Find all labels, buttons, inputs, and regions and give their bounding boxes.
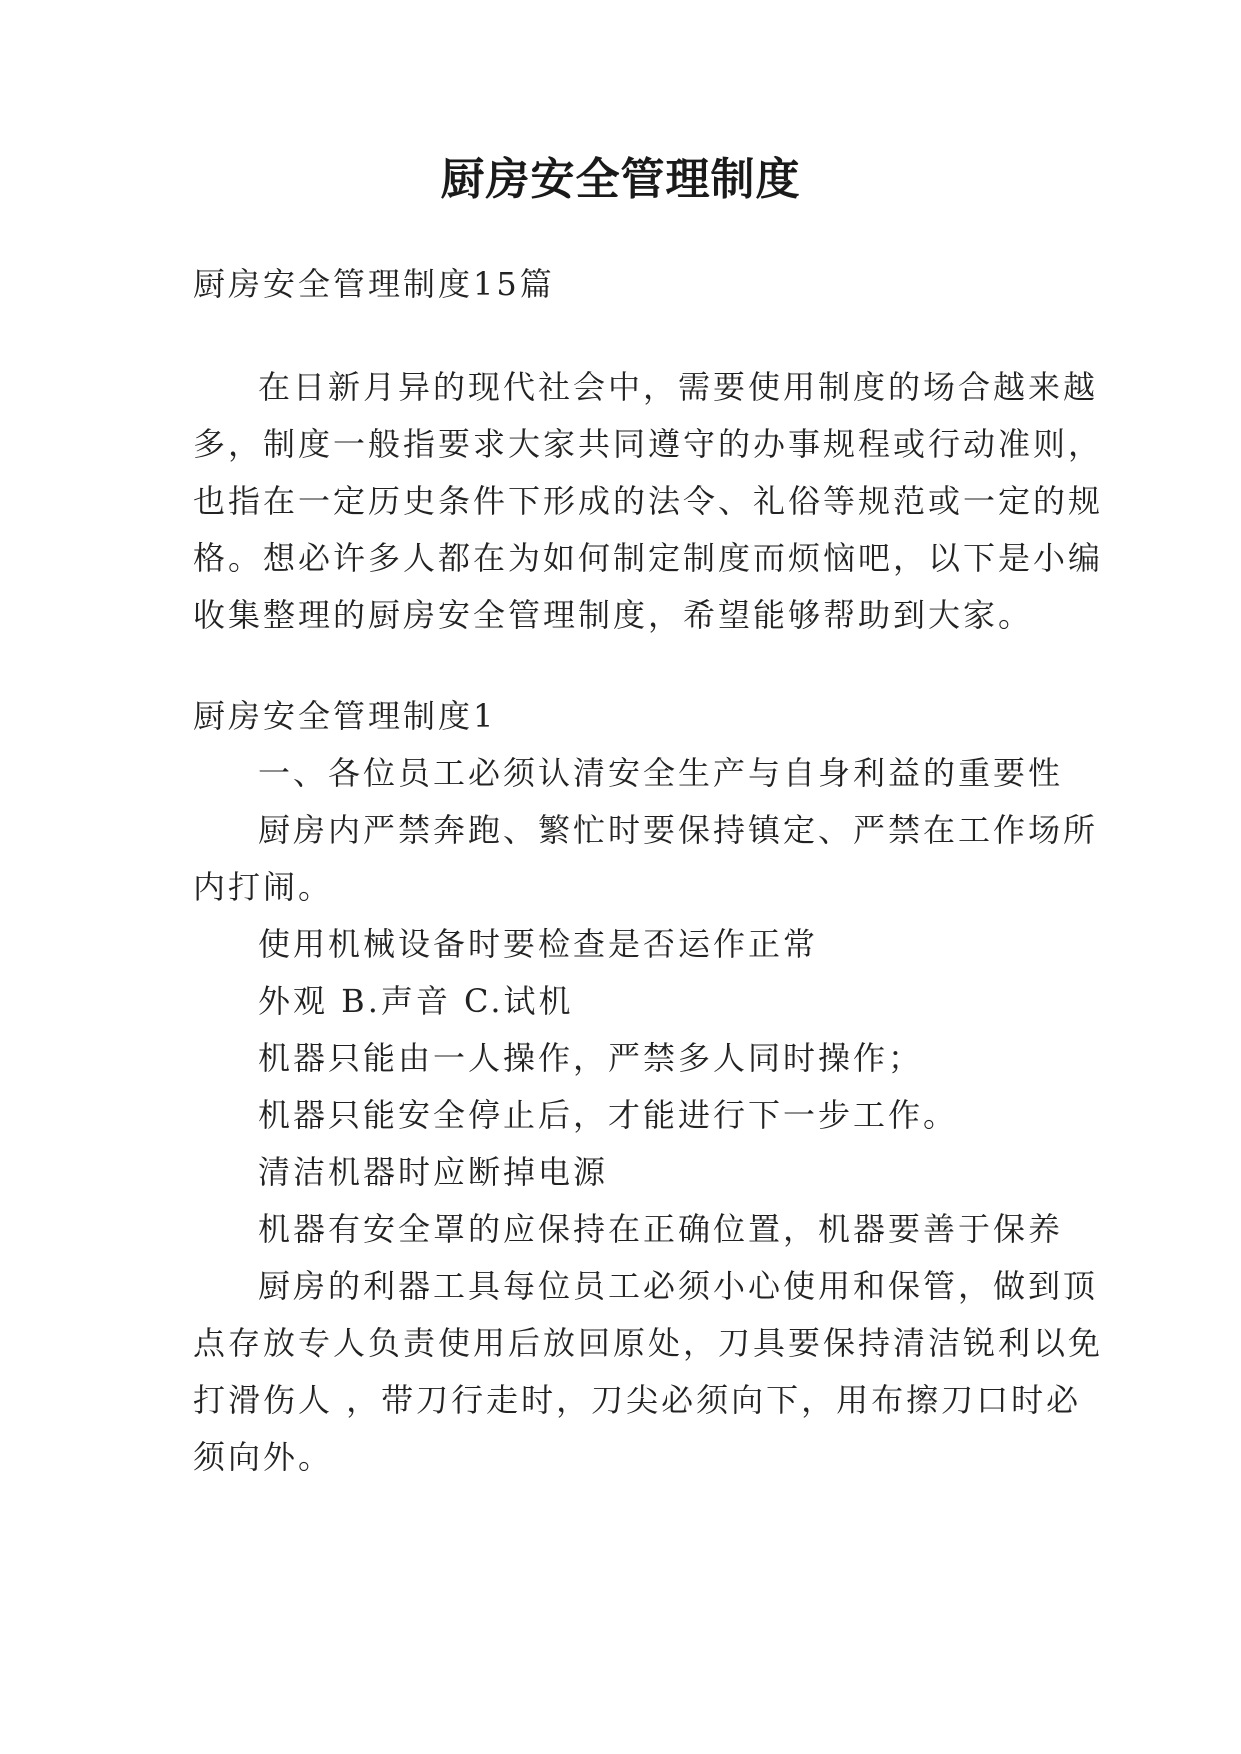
document-subtitle: 厨房安全管理制度15篇 [193,265,555,303]
section-line-6: 机器只能由一人操作，严禁多人同时操作； [258,1039,924,1077]
intro-line-1: 在日新月异的现代社会中，需要使用制度的场合越来越 [258,368,1099,406]
section-line-4: 使用机械设备时要检查是否运作正常 [258,925,819,963]
section-line-2: 厨房内严禁奔跑、繁忙时要保持镇定、严禁在工作场所 [258,811,1099,849]
section-line-7: 机器只能安全停止后，才能进行下一步工作。 [258,1096,959,1134]
intro-line-3: 也指在一定历史条件下形成的法令、礼俗等规范或一定的规 [193,482,1104,520]
section-line-3: 内打闹。 [193,868,334,906]
section-heading: 厨房安全管理制度1 [193,697,497,735]
section-line-1: 一、各位员工必须认清安全生产与自身利益的重要性 [258,754,1064,792]
intro-line-4: 格。想必许多人都在为如何制定制度而烦恼吧，以下是小编 [193,539,1104,577]
section-line-12: 打滑伤人 ，带刀行走时，刀尖必须向下，用布擦刀口时必 [193,1381,1082,1419]
section-line-13: 须向外。 [193,1438,334,1476]
document-title: 厨房安全管理制度 [440,154,801,205]
section-line-8: 清洁机器时应断掉电源 [258,1153,609,1191]
section-line-10: 厨房的利器工具每位员工必须小心使用和保管，做到顶 [258,1267,1099,1305]
intro-line-5: 收集整理的厨房安全管理制度，希望能够帮助到大家。 [193,596,1034,634]
intro-line-2: 多，制度一般指要求大家共同遵守的办事规程或行动准则， [193,425,1104,463]
section-line-9: 机器有安全罩的应保持在正确位置，机器要善于保养 [258,1210,1064,1248]
section-line-5: 外观 B.声音 C.试机 [258,982,574,1020]
section-line-11: 点存放专人负责使用后放回原处，刀具要保持清洁锐利以免 [193,1324,1104,1362]
